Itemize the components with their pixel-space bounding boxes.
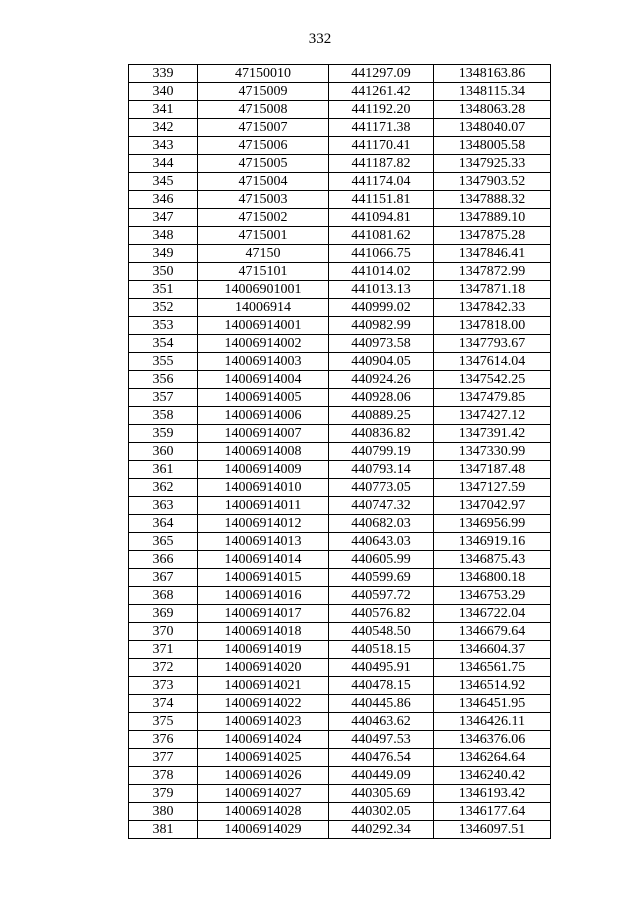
point-id-cell: 47150	[198, 245, 329, 263]
row-index-cell: 341	[129, 101, 198, 119]
point-id-cell: 4715005	[198, 155, 329, 173]
row-index-cell: 379	[129, 785, 198, 803]
x-coordinate-cell: 440518.15	[329, 641, 434, 659]
y-coordinate-cell: 1347542.25	[434, 371, 551, 389]
y-coordinate-cell: 1346753.29	[434, 587, 551, 605]
x-coordinate-cell: 440305.69	[329, 785, 434, 803]
row-index-cell: 345	[129, 173, 198, 191]
y-coordinate-cell: 1347871.18	[434, 281, 551, 299]
point-id-cell: 4715001	[198, 227, 329, 245]
x-coordinate-cell: 441013.13	[329, 281, 434, 299]
y-coordinate-cell: 1347330.99	[434, 443, 551, 461]
y-coordinate-cell: 1347614.04	[434, 353, 551, 371]
table-row	[129, 659, 551, 677]
point-id-cell: 14006914020	[198, 659, 329, 677]
y-coordinate-cell: 1347427.12	[434, 407, 551, 425]
table-row	[129, 209, 551, 227]
point-id-cell: 14006914003	[198, 353, 329, 371]
point-id-cell: 4715006	[198, 137, 329, 155]
point-id-cell: 14006914015	[198, 569, 329, 587]
y-coordinate-cell: 1347903.52	[434, 173, 551, 191]
x-coordinate-cell: 440548.50	[329, 623, 434, 641]
row-index-cell: 357	[129, 389, 198, 407]
row-index-cell: 339	[129, 65, 198, 83]
row-index-cell: 362	[129, 479, 198, 497]
y-coordinate-cell: 1347391.42	[434, 425, 551, 443]
y-coordinate-cell: 1346193.42	[434, 785, 551, 803]
row-index-cell: 368	[129, 587, 198, 605]
point-id-cell: 14006914012	[198, 515, 329, 533]
y-coordinate-cell: 1347479.85	[434, 389, 551, 407]
y-coordinate-cell: 1347888.32	[434, 191, 551, 209]
row-index-cell: 351	[129, 281, 198, 299]
point-id-cell: 4715101	[198, 263, 329, 281]
point-id-cell: 14006914027	[198, 785, 329, 803]
row-index-cell: 352	[129, 299, 198, 317]
table-row	[129, 281, 551, 299]
x-coordinate-cell: 440495.91	[329, 659, 434, 677]
x-coordinate-cell: 440463.62	[329, 713, 434, 731]
table-row	[129, 263, 551, 281]
table-row	[129, 605, 551, 623]
row-index-cell: 360	[129, 443, 198, 461]
point-id-cell: 4715002	[198, 209, 329, 227]
y-coordinate-cell: 1346604.37	[434, 641, 551, 659]
y-coordinate-cell: 1346722.04	[434, 605, 551, 623]
table-row	[129, 191, 551, 209]
x-coordinate-cell: 440773.05	[329, 479, 434, 497]
x-coordinate-cell: 440597.72	[329, 587, 434, 605]
point-id-cell: 14006914025	[198, 749, 329, 767]
x-coordinate-cell: 440302.05	[329, 803, 434, 821]
point-id-cell: 14006914016	[198, 587, 329, 605]
row-index-cell: 371	[129, 641, 198, 659]
table-row	[129, 695, 551, 713]
x-coordinate-cell: 440476.54	[329, 749, 434, 767]
point-id-cell: 14006914024	[198, 731, 329, 749]
table-row	[129, 101, 551, 119]
point-id-cell: 14006914001	[198, 317, 329, 335]
row-index-cell: 349	[129, 245, 198, 263]
y-coordinate-cell: 1347872.99	[434, 263, 551, 281]
table-row	[129, 641, 551, 659]
row-index-cell: 361	[129, 461, 198, 479]
y-coordinate-cell: 1347875.28	[434, 227, 551, 245]
row-index-cell: 372	[129, 659, 198, 677]
table-row	[129, 245, 551, 263]
row-index-cell: 363	[129, 497, 198, 515]
y-coordinate-cell: 1347818.00	[434, 317, 551, 335]
y-coordinate-cell: 1346177.64	[434, 803, 551, 821]
point-id-cell: 4715008	[198, 101, 329, 119]
row-index-cell: 378	[129, 767, 198, 785]
coordinates-table	[128, 64, 551, 839]
table-row	[129, 533, 551, 551]
x-coordinate-cell: 441170.41	[329, 137, 434, 155]
row-index-cell: 364	[129, 515, 198, 533]
y-coordinate-cell: 1346956.99	[434, 515, 551, 533]
table-row	[129, 587, 551, 605]
x-coordinate-cell: 440799.19	[329, 443, 434, 461]
table-row	[129, 623, 551, 641]
y-coordinate-cell: 1348163.86	[434, 65, 551, 83]
y-coordinate-cell: 1348005.58	[434, 137, 551, 155]
table-row	[129, 677, 551, 695]
point-id-cell: 14006914017	[198, 605, 329, 623]
y-coordinate-cell: 1347889.10	[434, 209, 551, 227]
table-row	[129, 785, 551, 803]
x-coordinate-cell: 440682.03	[329, 515, 434, 533]
table-row	[129, 731, 551, 749]
x-coordinate-cell: 441187.82	[329, 155, 434, 173]
table-row	[129, 119, 551, 137]
point-id-cell: 14006914026	[198, 767, 329, 785]
y-coordinate-cell: 1347793.67	[434, 335, 551, 353]
row-index-cell: 355	[129, 353, 198, 371]
y-coordinate-cell: 1346376.06	[434, 731, 551, 749]
x-coordinate-cell: 440836.82	[329, 425, 434, 443]
table-row	[129, 389, 551, 407]
row-index-cell: 374	[129, 695, 198, 713]
point-id-cell: 4715004	[198, 173, 329, 191]
y-coordinate-cell: 1346800.18	[434, 569, 551, 587]
y-coordinate-cell: 1346097.51	[434, 821, 551, 839]
point-id-cell: 14006914028	[198, 803, 329, 821]
point-id-cell: 14006914004	[198, 371, 329, 389]
point-id-cell: 14006914013	[198, 533, 329, 551]
point-id-cell: 14006901001	[198, 281, 329, 299]
x-coordinate-cell: 440982.99	[329, 317, 434, 335]
table-row	[129, 155, 551, 173]
x-coordinate-cell: 440924.26	[329, 371, 434, 389]
y-coordinate-cell: 1346426.11	[434, 713, 551, 731]
row-index-cell: 346	[129, 191, 198, 209]
point-id-cell: 14006914010	[198, 479, 329, 497]
point-id-cell: 14006914011	[198, 497, 329, 515]
table-row	[129, 551, 551, 569]
point-id-cell: 14006914018	[198, 623, 329, 641]
x-coordinate-cell: 440576.82	[329, 605, 434, 623]
table-row	[129, 353, 551, 371]
point-id-cell: 14006914002	[198, 335, 329, 353]
y-coordinate-cell: 1347042.97	[434, 497, 551, 515]
y-coordinate-cell: 1347842.33	[434, 299, 551, 317]
x-coordinate-cell: 441261.42	[329, 83, 434, 101]
row-index-cell: 375	[129, 713, 198, 731]
table-row	[129, 173, 551, 191]
table-row	[129, 713, 551, 731]
x-coordinate-cell: 440999.02	[329, 299, 434, 317]
row-index-cell: 365	[129, 533, 198, 551]
x-coordinate-cell: 440747.32	[329, 497, 434, 515]
table-row	[129, 461, 551, 479]
x-coordinate-cell: 440478.15	[329, 677, 434, 695]
point-id-cell: 4715007	[198, 119, 329, 137]
row-index-cell: 366	[129, 551, 198, 569]
x-coordinate-cell: 440973.58	[329, 335, 434, 353]
row-index-cell: 353	[129, 317, 198, 335]
table-row	[129, 767, 551, 785]
y-coordinate-cell: 1346875.43	[434, 551, 551, 569]
point-id-cell: 14006914021	[198, 677, 329, 695]
table-row	[129, 443, 551, 461]
row-index-cell: 358	[129, 407, 198, 425]
point-id-cell: 14006914029	[198, 821, 329, 839]
y-coordinate-cell: 1348115.34	[434, 83, 551, 101]
y-coordinate-cell: 1346451.95	[434, 695, 551, 713]
row-index-cell: 347	[129, 209, 198, 227]
point-id-cell: 14006914014	[198, 551, 329, 569]
table-row	[129, 479, 551, 497]
x-coordinate-cell: 441297.09	[329, 65, 434, 83]
page-number: 332	[308, 31, 332, 47]
y-coordinate-cell: 1346240.42	[434, 767, 551, 785]
point-id-cell: 4715009	[198, 83, 329, 101]
table-row	[129, 749, 551, 767]
x-coordinate-cell: 440889.25	[329, 407, 434, 425]
table-row	[129, 299, 551, 317]
row-index-cell: 340	[129, 83, 198, 101]
row-index-cell: 369	[129, 605, 198, 623]
row-index-cell: 354	[129, 335, 198, 353]
x-coordinate-cell: 441081.62	[329, 227, 434, 245]
y-coordinate-cell: 1346514.92	[434, 677, 551, 695]
y-coordinate-cell: 1348040.07	[434, 119, 551, 137]
point-id-cell: 14006914007	[198, 425, 329, 443]
table-row	[129, 83, 551, 101]
x-coordinate-cell: 441151.81	[329, 191, 434, 209]
y-coordinate-cell: 1346561.75	[434, 659, 551, 677]
row-index-cell: 350	[129, 263, 198, 281]
x-coordinate-cell: 440904.05	[329, 353, 434, 371]
x-coordinate-cell: 440497.53	[329, 731, 434, 749]
x-coordinate-cell: 441094.81	[329, 209, 434, 227]
row-index-cell: 356	[129, 371, 198, 389]
x-coordinate-cell: 440449.09	[329, 767, 434, 785]
table-row	[129, 317, 551, 335]
table-row	[129, 821, 551, 839]
x-coordinate-cell: 441171.38	[329, 119, 434, 137]
point-id-cell: 14006914019	[198, 641, 329, 659]
row-index-cell: 342	[129, 119, 198, 137]
row-index-cell: 359	[129, 425, 198, 443]
x-coordinate-cell: 441014.02	[329, 263, 434, 281]
row-index-cell: 344	[129, 155, 198, 173]
table-row	[129, 497, 551, 515]
y-coordinate-cell: 1346919.16	[434, 533, 551, 551]
table-row	[129, 137, 551, 155]
coordinates-table-body	[129, 65, 551, 839]
row-index-cell: 377	[129, 749, 198, 767]
x-coordinate-cell: 441192.20	[329, 101, 434, 119]
table-row	[129, 569, 551, 587]
table-row	[129, 803, 551, 821]
y-coordinate-cell: 1347187.48	[434, 461, 551, 479]
row-index-cell: 376	[129, 731, 198, 749]
point-id-cell: 14006914	[198, 299, 329, 317]
table-row	[129, 371, 551, 389]
x-coordinate-cell: 440605.99	[329, 551, 434, 569]
row-index-cell: 373	[129, 677, 198, 695]
row-index-cell: 380	[129, 803, 198, 821]
point-id-cell: 47150010	[198, 65, 329, 83]
table-row	[129, 425, 551, 443]
point-id-cell: 4715003	[198, 191, 329, 209]
y-coordinate-cell: 1348063.28	[434, 101, 551, 119]
x-coordinate-cell: 440643.03	[329, 533, 434, 551]
x-coordinate-cell: 440445.86	[329, 695, 434, 713]
y-coordinate-cell: 1347127.59	[434, 479, 551, 497]
x-coordinate-cell: 440928.06	[329, 389, 434, 407]
point-id-cell: 14006914022	[198, 695, 329, 713]
point-id-cell: 14006914023	[198, 713, 329, 731]
table-row	[129, 515, 551, 533]
row-index-cell: 348	[129, 227, 198, 245]
point-id-cell: 14006914006	[198, 407, 329, 425]
row-index-cell: 381	[129, 821, 198, 839]
y-coordinate-cell: 1346264.64	[434, 749, 551, 767]
x-coordinate-cell: 440599.69	[329, 569, 434, 587]
x-coordinate-cell: 440793.14	[329, 461, 434, 479]
row-index-cell: 367	[129, 569, 198, 587]
row-index-cell: 370	[129, 623, 198, 641]
x-coordinate-cell: 441066.75	[329, 245, 434, 263]
table-row	[129, 335, 551, 353]
table-row	[129, 65, 551, 83]
x-coordinate-cell: 440292.34	[329, 821, 434, 839]
table-row	[129, 227, 551, 245]
point-id-cell: 14006914005	[198, 389, 329, 407]
y-coordinate-cell: 1347925.33	[434, 155, 551, 173]
y-coordinate-cell: 1347846.41	[434, 245, 551, 263]
point-id-cell: 14006914009	[198, 461, 329, 479]
x-coordinate-cell: 441174.04	[329, 173, 434, 191]
y-coordinate-cell: 1346679.64	[434, 623, 551, 641]
point-id-cell: 14006914008	[198, 443, 329, 461]
row-index-cell: 343	[129, 137, 198, 155]
table-row	[129, 407, 551, 425]
